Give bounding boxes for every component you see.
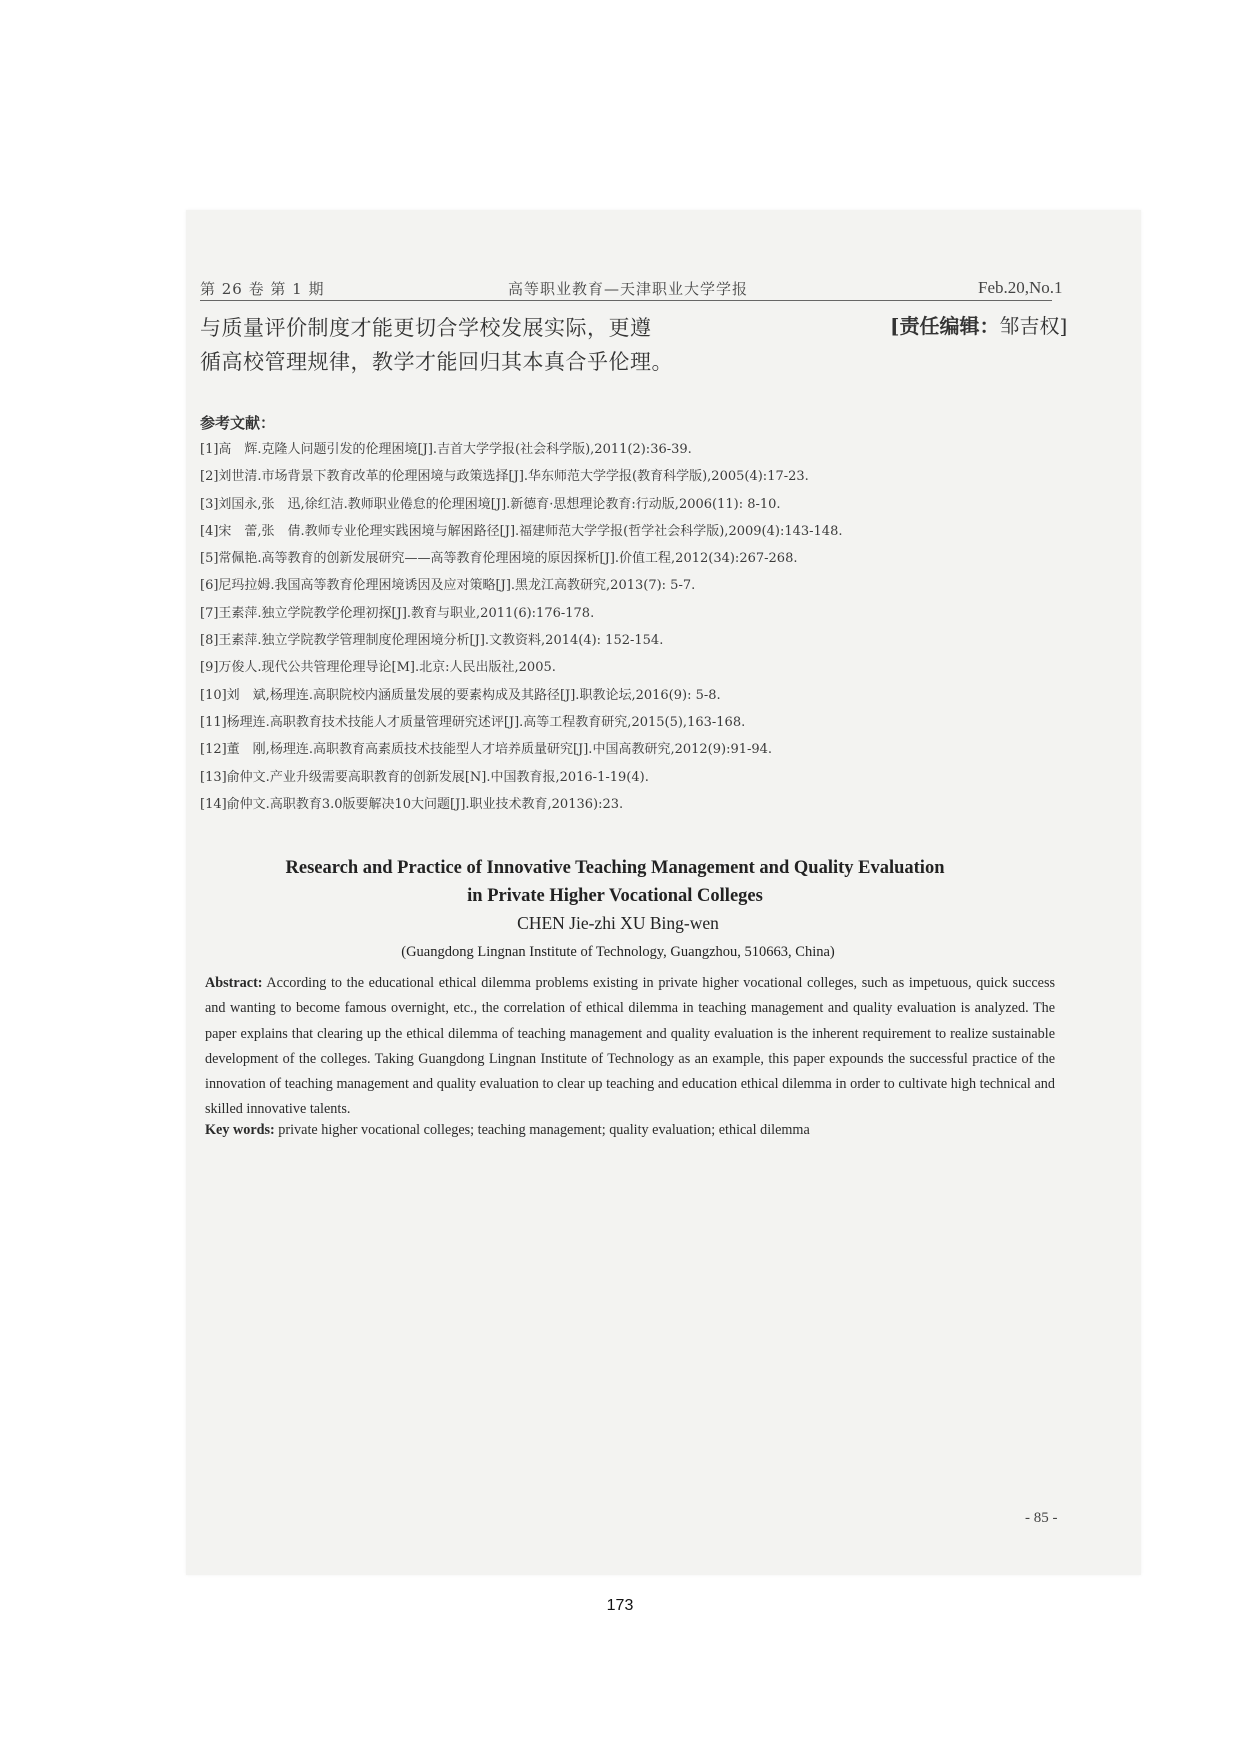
header-date: Feb.20,No.1 — [978, 278, 1063, 297]
reference-item: [12]董 刚,杨理连.高职教育高素质技术技能型人才培养质量研究[J].中国高教研究,2012(9):91-94. — [200, 742, 773, 758]
abstract-label: Abstract: — [205, 975, 263, 991]
reference-item: [14]俞仲文.高职教育3.0版要解决10大问题[J].职业技术教育,20136):23. — [200, 796, 624, 812]
reference-item: [9]万俊人.现代公共管理伦理导论[M].北京:人民出版社,2005. — [200, 660, 556, 676]
page-number: 173 — [606, 1597, 634, 1614]
editor-name: 邹吉权] — [999, 314, 1068, 338]
authors: CHEN Jie-zhi XU Bing-wen — [517, 913, 719, 933]
header-rule — [200, 300, 1052, 301]
keywords-label: Key words: — [205, 1122, 275, 1138]
reference-item: [3]刘国永,张 迅,徐红洁.教师职业倦怠的伦理困境[J].新德育·思想理论教育:行动版,2006(11): 8-10. — [200, 496, 781, 512]
journal-page-number: - 85 - — [1025, 1510, 1058, 1526]
keywords-text: private higher vocational colleges; teaching management; quality evaluation; ethical dilemma — [278, 1122, 810, 1138]
reference-item: [10]刘 斌,杨理连.高职院校内涵质量发展的要素构成及其路径[J].职教论坛,2016(9): 5-8. — [200, 687, 721, 703]
english-title-line-2: in Private Higher Vocational Colleges — [467, 886, 763, 906]
english-title-line-1: Research and Practice of Innovative Teaching Management and Quality Evaluation — [285, 858, 945, 878]
reference-item: [7]王素萍.独立学院教学伦理初探[J].教育与职业,2011(6):176-178. — [200, 605, 595, 621]
editor-label: [责任编辑： — [890, 314, 1000, 338]
body-text-line-1: 与质量评价制度才能更切合学校发展实际，更遵 — [200, 316, 652, 340]
header-journal: 高等职业教育—天津职业大学学报 — [508, 280, 749, 298]
reference-item: [5]常佩艳.高等教育的创新发展研究——高等教育伦理困境的原因探析[J].价值工程,2012(34):267-268. — [200, 551, 798, 567]
reference-item: [6]尼玛拉姆.我国高等教育伦理困境诱因及应对策略[J].黑龙江高教研究,2013(7): 5-7. — [200, 578, 696, 594]
reference-item: [2]刘世清.市场背景下教育改革的伦理困境与政策选择[J].华东师范大学学报(教育科学版),2005(4):17-23. — [200, 469, 809, 485]
abstract-text: According to the educational ethical dilemma problems existing in private higher vocational colleges, such as impetuous, quick success and wanting to become famous overnight, etc., the correlation of ethical dilemma in teaching management and quality evaluation is analyzed. The paper explains that clearing up the ethical dilemma of teaching management and quality evaluation is the inherent requirement to realize sustainable development of the colleges. Taking Guangdong Lingnan Institute of Technology as an example, this paper expounds the successful practice of the innovation of teaching management and quality evaluation to clear up teaching and education ethical dilemma in order to cultivate high technical and skilled innovative talents. — [205, 975, 1055, 1118]
reference-item: [8]王素萍.独立学院教学管理制度伦理困境分析[J].文教资料,2014(4): 152-154. — [200, 633, 664, 649]
reference-item: [1]高 辉.克隆人问题引发的伦理困境[J].吉首大学学报(社会科学版),2011(2):36-39. — [200, 442, 692, 457]
reference-item: [11]杨理连.高职教育技术技能人才质量管理研究述评[J].高等工程教育研究,2015(5),163-168. — [200, 714, 746, 730]
references-list — [200, 436, 842, 818]
references-title: 参考文献： — [200, 414, 276, 432]
body-text-line-2: 循高校管理规律，教学才能回归其本真合乎伦理。 — [200, 350, 673, 374]
affiliation: (Guangdong Lingnan Institute of Technology, Guangzhou, 510663, China) — [401, 944, 835, 960]
abstract — [205, 971, 1055, 1123]
reference-item: [13]俞仲文.产业升级需要高职教育的创新发展[N].中国教育报,2016-1-19(4). — [200, 769, 649, 785]
header-volume: 第 26 卷 第 1 期 — [200, 280, 325, 298]
reference-item: [4]宋 蕾,张 倩.教师专业伦理实践困境与解困路径[J].福建师范大学学报(哲学社会科学版),2009(4):143-148. — [200, 523, 843, 539]
editor-note — [890, 310, 1067, 339]
keywords — [205, 1122, 810, 1139]
